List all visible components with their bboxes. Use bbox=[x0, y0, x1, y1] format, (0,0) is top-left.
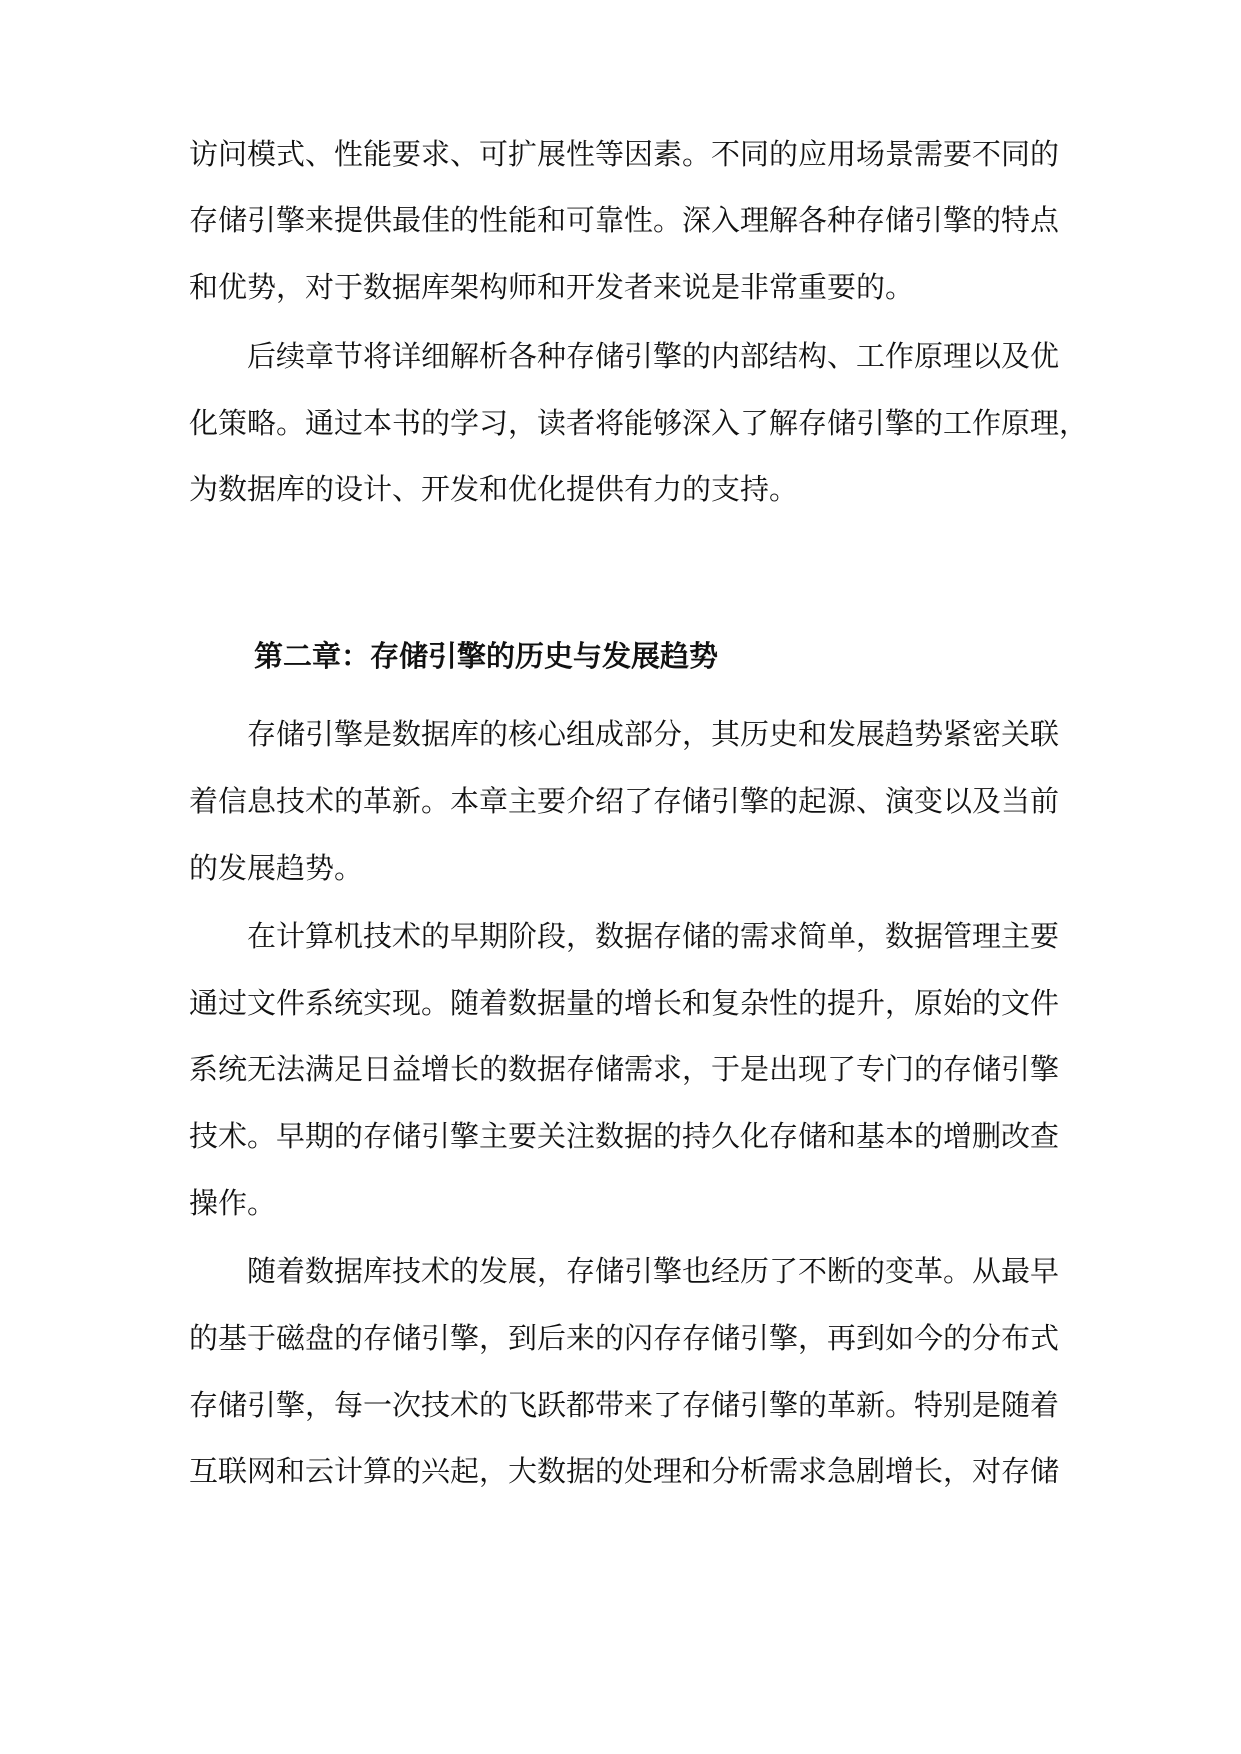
chapter-heading: 第二章：存储引擎的历史与发展趋势 bbox=[254, 639, 719, 673]
text-line: 的基于磁盘的存储引擎，到后来的闪存存储引擎，再到如今的分布式 bbox=[189, 1321, 1060, 1355]
text-line: 随着数据库技术的发展，存储引擎也经历了不断的变革。从最早 bbox=[247, 1254, 1060, 1288]
text-line: 化策略。通过本书的学习，读者将能够深入了解存储引擎的工作原理， bbox=[189, 406, 1089, 440]
text-line: 通过文件系统实现。随着数据量的增长和复杂性的提升，原始的文件 bbox=[189, 986, 1060, 1020]
text-line: 技术。早期的存储引擎主要关注数据的持久化存储和基本的增删改查 bbox=[189, 1119, 1060, 1153]
text-line: 互联网和云计算的兴起，大数据的处理和分析需求急剧增长，对存储 bbox=[189, 1454, 1060, 1488]
text-line: 存储引擎是数据库的核心组成部分，其历史和发展趋势紧密关联 bbox=[247, 717, 1060, 751]
text-line: 存储引擎，每一次技术的飞跃都带来了存储引擎的革新。特别是随着 bbox=[189, 1388, 1060, 1422]
text-line: 着信息技术的革新。本章主要介绍了存储引擎的起源、演变以及当前 bbox=[189, 784, 1060, 818]
text-line: 存储引擎来提供最佳的性能和可靠性。深入理解各种存储引擎的特点 bbox=[189, 203, 1060, 237]
text-line: 后续章节将详细解析各种存储引擎的内部结构、工作原理以及优 bbox=[247, 339, 1060, 373]
text-line: 系统无法满足日益增长的数据存储需求，于是出现了专门的存储引擎 bbox=[189, 1052, 1060, 1086]
text-line: 的发展趋势。 bbox=[189, 851, 364, 885]
text-line: 在计算机技术的早期阶段，数据存储的需求简单，数据管理主要 bbox=[247, 919, 1060, 953]
text-line: 操作。 bbox=[189, 1186, 277, 1220]
text-line: 访问模式、性能要求、可扩展性等因素。不同的应用场景需要不同的 bbox=[189, 137, 1060, 171]
text-line: 和优势，对于数据库架构师和开发者来说是非常重要的。 bbox=[189, 270, 915, 304]
text-line: 为数据库的设计、开发和优化提供有力的支持。 bbox=[189, 472, 799, 506]
